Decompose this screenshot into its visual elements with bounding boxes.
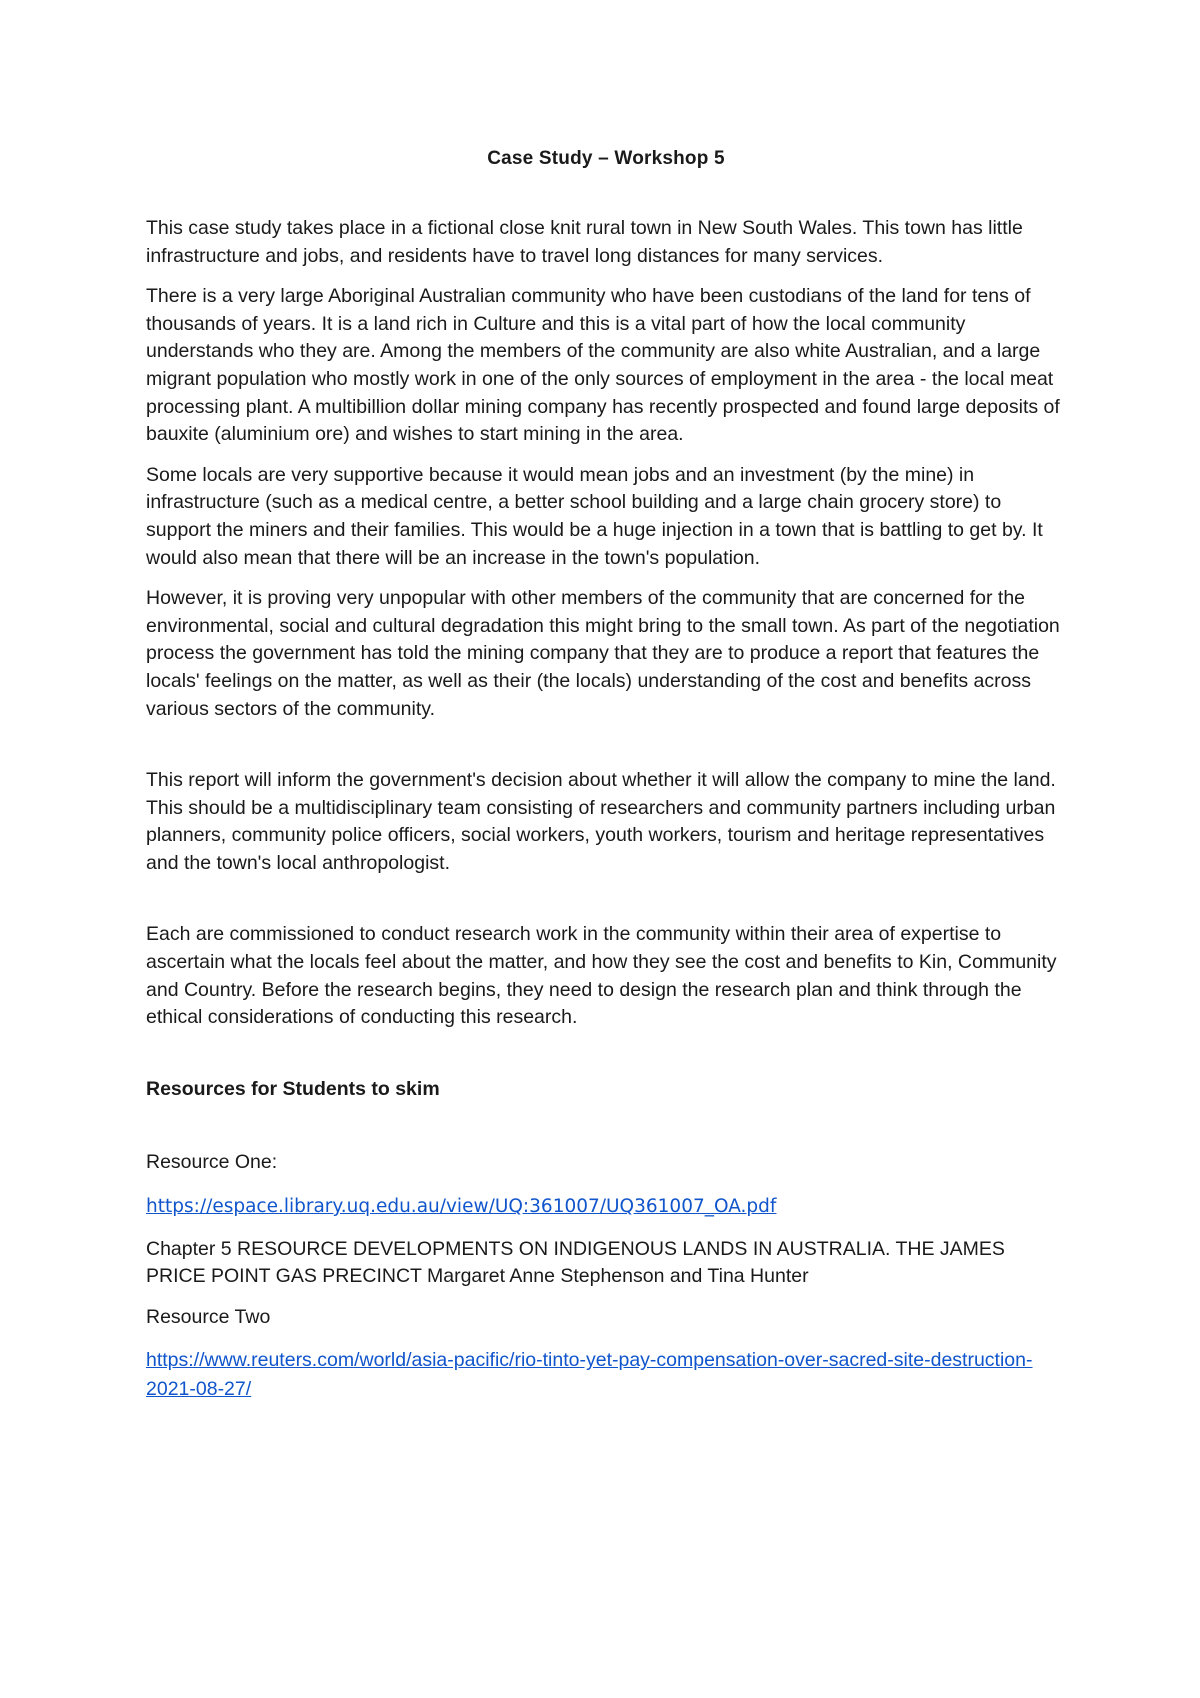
paragraph-supporters: Some locals are very supportive because it would mean jobs and an investment (by the mine) in infrastructure (such as a medical centre, a better school building and a large chain grocery store) to support the miners and their families. This would be a huge injection in a town that is battling to get by. It would also mean that there will be an increase in the town's population. bbox=[146, 463, 1043, 569]
resource-one-link[interactable]: https://espace.library.uq.edu.au/view/UQ:361007/UQ361007_OA.pdf bbox=[146, 1196, 777, 1218]
resource-one-description: Chapter 5 RESOURCE DEVELOPMENTS ON INDIGENOUS LANDS IN AUSTRALIA. THE JAMES PRICE POINT GAS PRECINCT Margaret Anne Stephenson and Tina Hunter bbox=[146, 1237, 1005, 1288]
paragraph-research-plan: Each are commissioned to conduct research work in the community within their area of expertise to ascertain what the locals feel about the matter, and how they see the cost and benefits to Kin, Community and Country. Before the research begins, they need to design the research plan and think through the ethical considerations of conducting this research. bbox=[146, 923, 1057, 1029]
resource-one-label: Resource One: bbox=[146, 1151, 278, 1174]
resource-two-link-row bbox=[146, 1347, 1066, 1404]
resources-heading: Resources for Students to skim bbox=[146, 1077, 440, 1100]
document-body bbox=[146, 145, 1066, 1419]
resource-two-label: Resource Two bbox=[146, 1305, 271, 1328]
paragraph-intro: This case study takes place in a fictional close knit rural town in New South Wales. This town has little infrastructure and jobs, and residents have to travel long distances for many services. bbox=[146, 217, 1023, 267]
paragraph-community: There is a very large Aboriginal Australian community who have been custodians of the land for tens of thousands of years. It is a land rich in Culture and this is a vital part of how the local community understands who they are. Among the members of the community are also white Australian, and a large migrant population who mostly work in one of the only sources of employment in the area - the local meat processing plant. A multibillion dollar mining company has recently prospected and found large deposits of bauxite (aluminium ore) and wishes to start mining in the area. bbox=[146, 285, 1060, 446]
paragraph-report: This report will inform the government's decision about whether it will allow the company to mine the land. This should be a multidisciplinary team consisting of researchers and community partners including urban planners, community police officers, social workers, youth workers, tourism and heritage representatives and the town's local anthropologist. bbox=[146, 769, 1056, 874]
resource-one-link-row bbox=[146, 1193, 1066, 1222]
paragraph-opposition: However, it is proving very unpopular with other members of the community that are concerned for the environmental, social and cultural degradation this might bring to the small town. As part of the negotiation process the government has told the mining company that they are to produce a report that features the locals' feelings on the matter, as well as their (the locals) understanding of the cost and benefits across various sectors of the community. bbox=[146, 587, 1060, 720]
resource-two-link[interactable]: https://www.reuters.com/world/asia-pacific/rio-tinto-yet-pay-compensation-over-sacred-site-destruction-2021-08-27/ bbox=[146, 1349, 1033, 1400]
document-title: Case Study – Workshop 5 bbox=[487, 148, 725, 169]
